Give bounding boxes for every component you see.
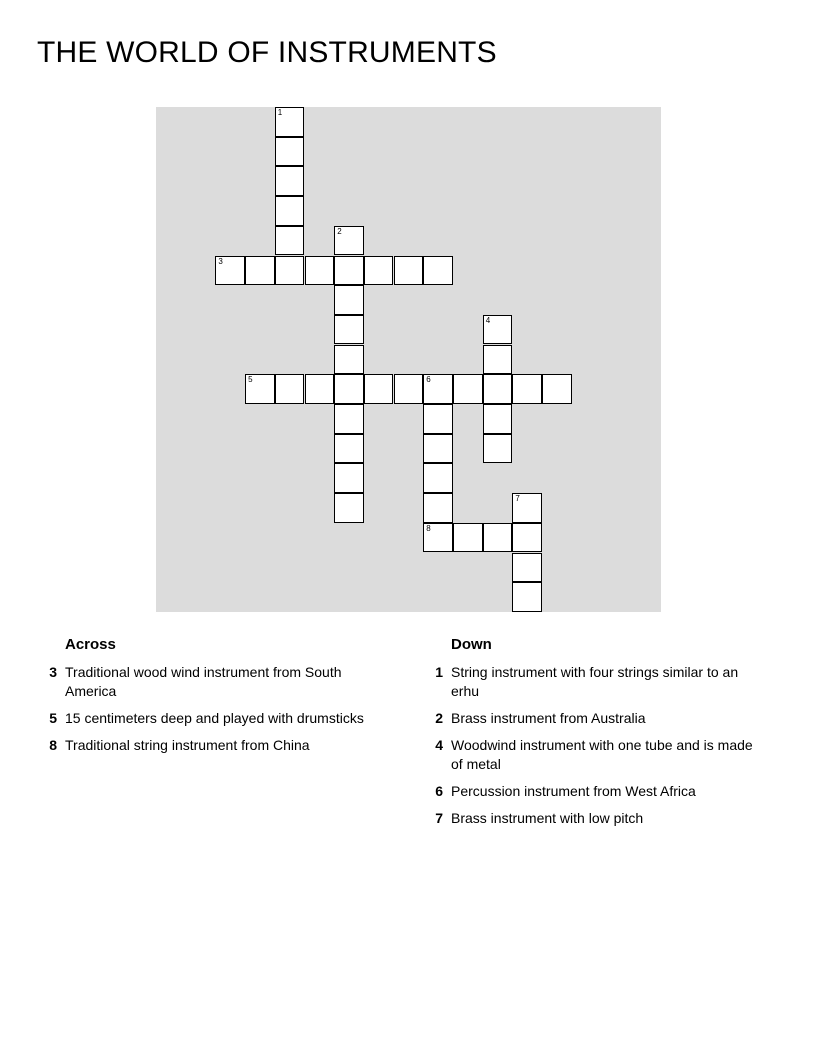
clue-text: Percussion instrument from West Africa bbox=[451, 783, 696, 799]
grid-cell[interactable] bbox=[483, 434, 513, 464]
clue-text: 15 centimeters deep and played with drumsticks bbox=[65, 710, 364, 726]
clue-text: Woodwind instrument with one tube and is made of metal bbox=[451, 737, 753, 772]
grid-cell[interactable] bbox=[275, 196, 305, 226]
grid-cell[interactable] bbox=[483, 315, 513, 345]
grid-cell[interactable] bbox=[305, 256, 335, 286]
grid-cell[interactable] bbox=[483, 374, 513, 404]
grid-cell[interactable] bbox=[423, 404, 453, 434]
grid-cell[interactable] bbox=[245, 256, 275, 286]
down-clues bbox=[426, 636, 766, 836]
grid-cell[interactable] bbox=[423, 493, 453, 523]
cell-number: 7 bbox=[515, 494, 520, 504]
grid-cell[interactable] bbox=[334, 256, 364, 286]
cell-number: 1 bbox=[277, 108, 283, 117]
clue-number: 6 bbox=[435, 783, 443, 799]
clue-number: 8 bbox=[49, 737, 57, 753]
across-heading: Across bbox=[65, 636, 116, 653]
clue-down-1 bbox=[426, 663, 766, 701]
cell-number: 5 bbox=[248, 375, 253, 385]
grid-cell[interactable] bbox=[423, 434, 453, 464]
page-title: THE WORLD OF INSTRUMENTS bbox=[37, 36, 497, 69]
grid-cell[interactable] bbox=[334, 434, 364, 464]
grid-cell[interactable] bbox=[512, 553, 542, 583]
grid-cell[interactable] bbox=[275, 226, 305, 256]
grid-cell[interactable] bbox=[512, 582, 542, 612]
grid-cell[interactable] bbox=[275, 374, 305, 404]
grid-cell[interactable] bbox=[334, 493, 364, 523]
grid-cell[interactable] bbox=[275, 256, 305, 286]
clue-down-6 bbox=[426, 782, 766, 801]
clue-text: String instrument with four strings similar to an erhu bbox=[451, 664, 739, 699]
grid-cell[interactable] bbox=[394, 374, 424, 404]
grid-cell[interactable] bbox=[305, 374, 335, 404]
grid-cell[interactable] bbox=[423, 374, 453, 404]
grid-cell[interactable] bbox=[334, 226, 364, 256]
grid-cell[interactable] bbox=[423, 256, 453, 286]
clue-number: 2 bbox=[435, 710, 443, 726]
grid-cell[interactable] bbox=[423, 523, 453, 553]
clue-number: 4 bbox=[435, 737, 443, 753]
clue-down-7 bbox=[426, 809, 766, 828]
grid-cell[interactable] bbox=[334, 315, 364, 345]
clue-number: 3 bbox=[49, 664, 57, 680]
grid-cell[interactable] bbox=[512, 493, 542, 523]
grid-cell[interactable] bbox=[512, 374, 542, 404]
cell-number: 3 bbox=[218, 256, 223, 266]
grid-cell[interactable] bbox=[334, 404, 364, 434]
clue-number: 1 bbox=[435, 664, 443, 680]
down-heading: Down bbox=[451, 636, 492, 653]
cell-number: 2 bbox=[337, 226, 342, 236]
grid-cell[interactable] bbox=[364, 374, 394, 404]
grid-cell[interactable] bbox=[275, 166, 305, 196]
grid-cell[interactable] bbox=[334, 374, 364, 404]
clue-across-8 bbox=[40, 736, 380, 755]
clue-text: Traditional wood wind instrument from South America bbox=[65, 664, 342, 699]
grid-cell[interactable] bbox=[483, 404, 513, 434]
clue-down-2 bbox=[426, 709, 766, 728]
grid-cell[interactable] bbox=[275, 137, 305, 167]
grid-cell[interactable] bbox=[334, 285, 364, 315]
grid-cell[interactable] bbox=[215, 256, 245, 286]
cell-number: 4 bbox=[485, 315, 491, 325]
clue-across-5 bbox=[40, 709, 380, 728]
grid-cell[interactable] bbox=[245, 374, 275, 404]
cell-number: 8 bbox=[426, 523, 431, 533]
crossword-grid bbox=[156, 107, 661, 612]
grid-cell[interactable] bbox=[334, 463, 364, 493]
clue-across-3 bbox=[40, 663, 380, 701]
grid-cell[interactable] bbox=[364, 256, 394, 286]
grid-cell[interactable] bbox=[512, 523, 542, 553]
grid-cell[interactable] bbox=[453, 523, 483, 553]
grid-cell[interactable] bbox=[483, 345, 513, 375]
grid-cell[interactable] bbox=[394, 256, 424, 286]
grid-cell[interactable] bbox=[423, 463, 453, 493]
clue-number: 5 bbox=[49, 710, 57, 726]
clue-text: Brass instrument with low pitch bbox=[451, 810, 644, 826]
clue-text: Brass instrument from Australia bbox=[451, 710, 646, 726]
across-clues bbox=[40, 636, 380, 763]
clue-number: 7 bbox=[435, 810, 443, 826]
grid-cell[interactable] bbox=[453, 374, 483, 404]
clue-text: Traditional string instrument from China bbox=[65, 737, 310, 753]
cell-number: 6 bbox=[426, 375, 431, 385]
grid-cell[interactable] bbox=[542, 374, 572, 404]
grid-cell[interactable] bbox=[483, 523, 513, 553]
grid-cell[interactable] bbox=[275, 107, 305, 137]
grid-cell[interactable] bbox=[334, 345, 364, 375]
clue-down-4 bbox=[426, 736, 766, 774]
